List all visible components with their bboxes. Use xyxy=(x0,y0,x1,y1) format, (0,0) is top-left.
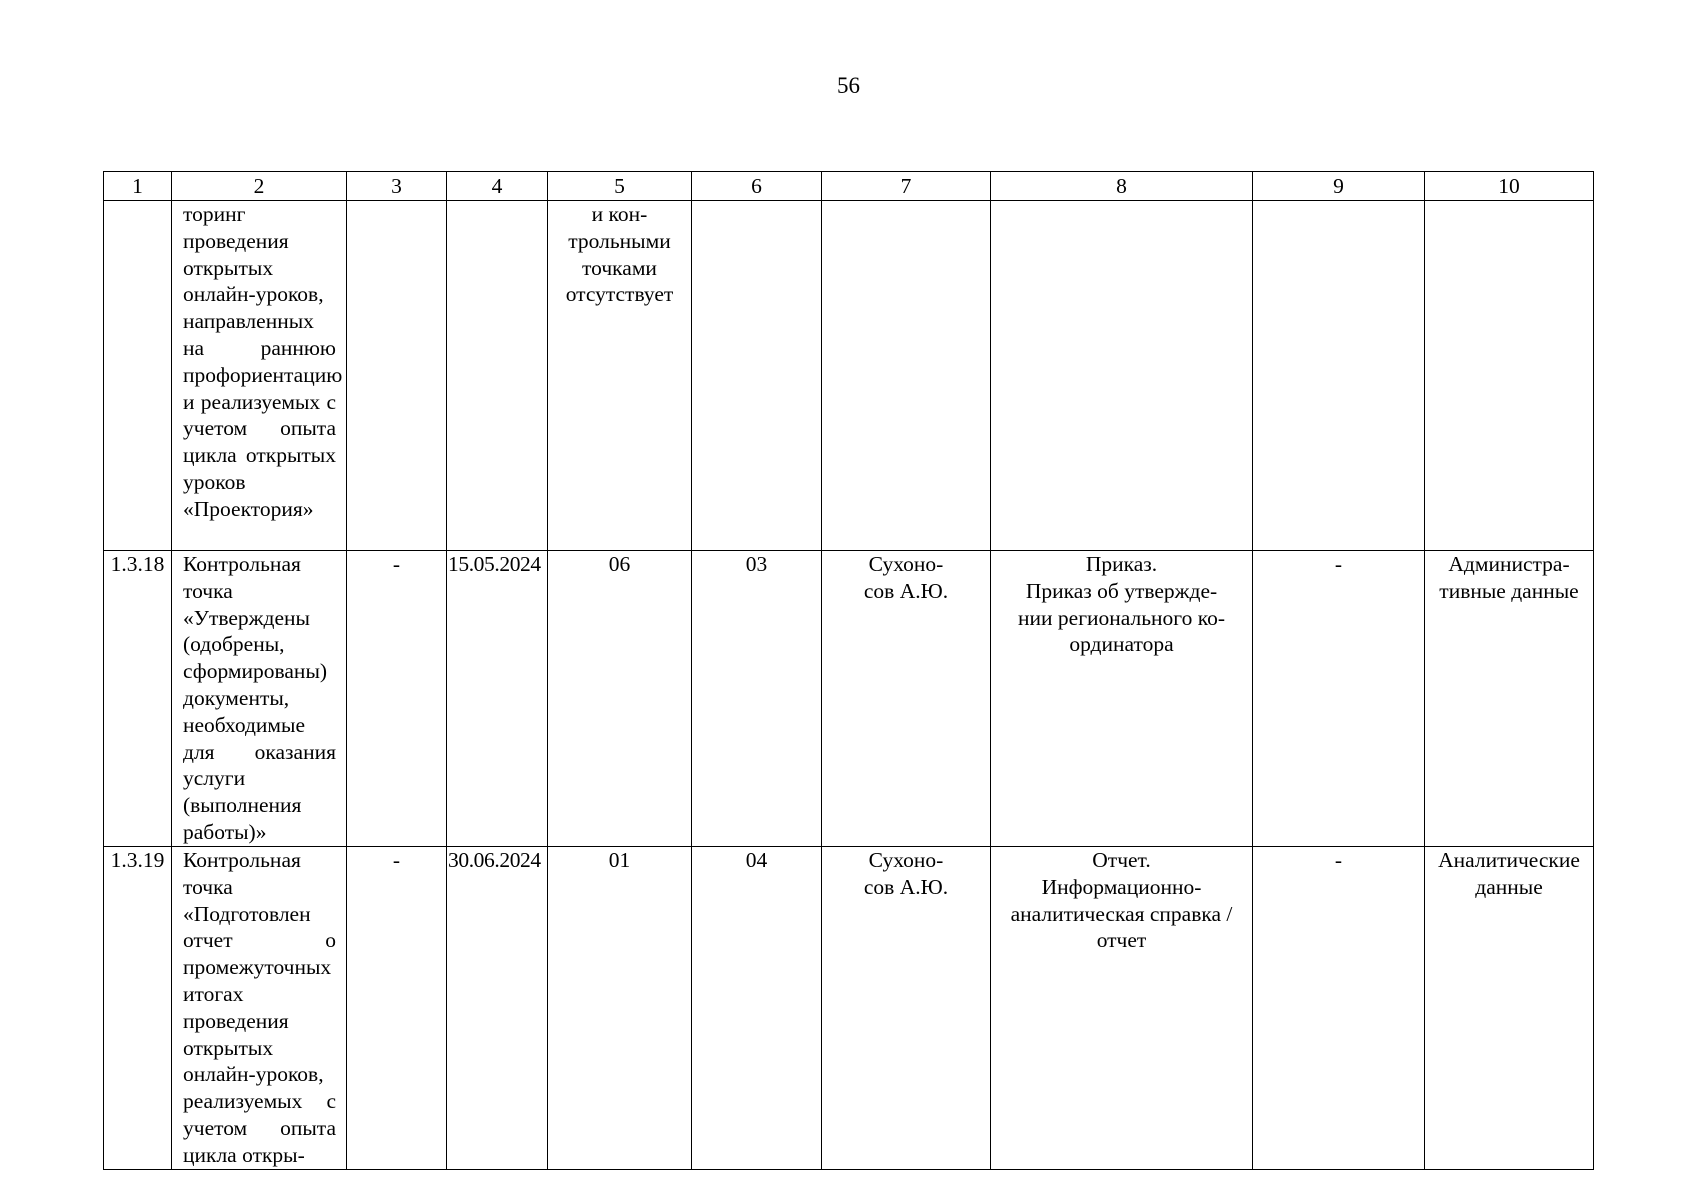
table-row xyxy=(104,551,1594,847)
row-number-cell: 1.3.19 xyxy=(104,847,172,1170)
cell-date xyxy=(447,201,548,551)
cell-col6 xyxy=(692,201,822,551)
cell-col6: 03 xyxy=(692,551,822,847)
cell-line: тивные данные xyxy=(1439,578,1579,603)
cell-line: Приказ об утвержде- xyxy=(1025,578,1218,603)
cell-col9: - xyxy=(1253,847,1425,1170)
cell-line: Отчет. xyxy=(1092,848,1151,872)
cell-line: Сухоно- xyxy=(868,848,944,872)
cell-col3: - xyxy=(347,847,447,1170)
cell-line: нии регионального ко- xyxy=(1018,605,1225,630)
row-number-cell: 1.3.18 xyxy=(104,551,172,847)
cell-data-type xyxy=(1425,201,1594,551)
cell-line: сов А.Ю. xyxy=(863,874,949,899)
column-header: 1 xyxy=(104,172,172,201)
column-header: 5 xyxy=(548,172,692,201)
cell-col5 xyxy=(548,551,692,847)
table-row xyxy=(104,847,1594,1170)
table-header-row xyxy=(104,172,1594,201)
cell-data-type xyxy=(1425,551,1594,847)
cell-responsible xyxy=(822,551,991,847)
cell-document xyxy=(991,551,1253,847)
row-number-cell xyxy=(104,201,172,551)
column-header: 6 xyxy=(692,172,822,201)
table-row xyxy=(104,201,1594,551)
cell-col3 xyxy=(347,201,447,551)
cell-col9 xyxy=(1253,201,1425,551)
cell-line: Информационно- xyxy=(1041,874,1202,899)
cell-col9: - xyxy=(1253,551,1425,847)
column-header: 2 xyxy=(172,172,347,201)
cell-line: отсутствует xyxy=(565,282,674,307)
page-number: 56 xyxy=(837,73,860,98)
cell-col3: - xyxy=(347,551,447,847)
cell-date: 15.05.2024 xyxy=(447,551,548,847)
cell-line: сов А.Ю. xyxy=(863,578,949,603)
cell-line: отчет xyxy=(1096,928,1147,953)
cell-line: и кон- xyxy=(591,202,648,226)
cell-date: 30.06.2024 xyxy=(447,847,548,1170)
cell-line: Приказ. xyxy=(1085,552,1158,576)
column-header: 4 xyxy=(447,172,548,201)
cell-line: Аналитические xyxy=(1438,848,1580,872)
cell-line: трольными xyxy=(568,228,671,253)
row-name-cell: Контрольная точка «Подготовлен отчет о промежуточных итогах проведения открытых онлайн-уроков, реализуемых с учетом опыта цикла откры- xyxy=(172,847,347,1170)
cell-responsible xyxy=(822,847,991,1170)
column-header: 8 xyxy=(991,172,1253,201)
cell-data-type xyxy=(1425,847,1594,1170)
column-header: 9 xyxy=(1253,172,1425,201)
plan-table xyxy=(103,171,1594,1170)
cell-document xyxy=(991,847,1253,1170)
cell-line: 06 xyxy=(608,552,631,576)
cell-line: данные xyxy=(1475,874,1543,899)
row-name-cell: Контрольная точка «Утверждены (одобрены, сформированы) документы, необходимые для оказания услуги (выполнения работы)» xyxy=(172,551,347,847)
cell-line: аналитическая справка / xyxy=(1010,901,1233,926)
column-header: 10 xyxy=(1425,172,1594,201)
column-header: 3 xyxy=(347,172,447,201)
cell-line: ординатора xyxy=(1069,632,1174,657)
cell-line: 01 xyxy=(608,848,631,872)
cell-line: точками xyxy=(582,255,657,280)
cell-col5 xyxy=(548,201,692,551)
cell-responsible xyxy=(822,201,991,551)
cell-line: Администра- xyxy=(1448,552,1570,576)
cell-col6: 04 xyxy=(692,847,822,1170)
cell-col5 xyxy=(548,847,692,1170)
cell-line: Сухоно- xyxy=(868,552,944,576)
column-header: 7 xyxy=(822,172,991,201)
row-name-cell: торинг проведения открытых онлайн-уроков, направленных на раннюю профориентацию и реализуемых с учетом опыта цикла открытых уроков «Проектория» xyxy=(172,201,347,551)
cell-document xyxy=(991,201,1253,551)
